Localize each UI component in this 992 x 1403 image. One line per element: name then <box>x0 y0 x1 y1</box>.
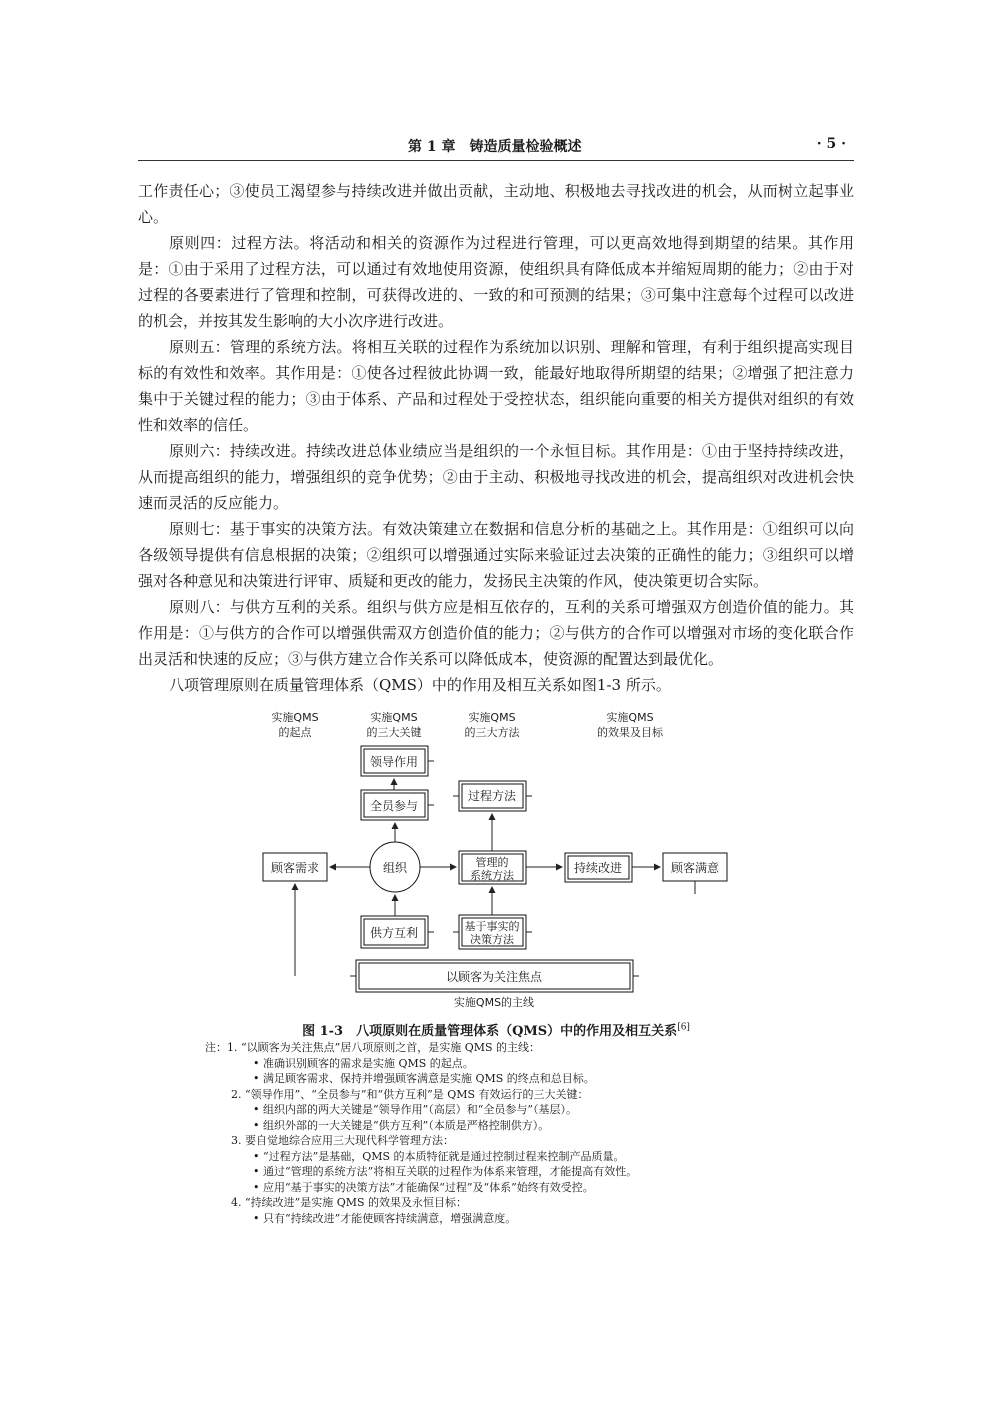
note-line: 注：1. “以顾客为关注焦点”居八项原则之首，是实施 QMS 的主线： <box>205 1041 541 1054</box>
supplier-box <box>361 916 428 948</box>
col-header-methods-2: 的三大方法 <box>464 726 520 739</box>
improvement-box <box>565 853 632 882</box>
paragraph: 原则八：与供方互利的关系。组织与供方应是相互依存的，互利的关系可增强双方创造价值的能力。其作用是：①与供方的合作可以增强供需双方创造价值的能力；②与供方的合作可以增强对市场的变化联合作出灵活和快速的反应；③与供方建立合作关系可以降低成本，使资源的配置达到最优化。 <box>138 598 854 668</box>
customer-focus-bar <box>356 960 633 992</box>
fact-decision-label-1: 基于事实的 <box>464 920 520 933</box>
paragraph: 原则七：基于事实的决策方法。有效决策建立在数据和信息分析的基础之上。其作用是：①组织可以向各级领导提供有信息根据的决策；②组织可以增强通过实际来验证过去决策的正确性的能力；③组织可以增强对各种意见和决策进行评审、质疑和更改的能力，发扬民主决策的作风，使决策更切合实际。 <box>138 520 854 590</box>
figure-caption-text: 图 1-3 八项原则在质量管理体系（QMS）中的作用及相互关系 <box>302 1024 678 1039</box>
note-line: • 应用“基于事实的决策方法”才能确保“过程”及“体系”始终有效受控。 <box>253 1180 594 1194</box>
involvement-label: 全员参与 <box>369 799 419 813</box>
customer-focus-label: 以顾客为关注焦点 <box>445 970 543 984</box>
customer-need-box <box>263 853 327 881</box>
paragraph: 原则六：持续改进。持续改进总体业绩应当是组织的一个永恒目标。其作用是：①由于坚持持续改进，从而提高组织的能力，增强组织的竞争优势；②由于主动、积极地寻找改进的机会，提高组织对改进机会快速而灵活的反应能力。 <box>138 442 854 512</box>
customer-need-label: 顾客需求 <box>270 861 320 875</box>
col-header-keys-2: 的三大关键 <box>366 726 422 739</box>
col-header-methods-1: 实施QMS <box>468 711 516 724</box>
qms-diagram <box>258 708 738 1012</box>
col-header-goals-1: 实施QMS <box>606 711 654 724</box>
system-method-label-1: 管理的 <box>475 856 509 869</box>
note-line: • 只有“持续改进”才能使顾客持续满意，增强满意度。 <box>253 1211 517 1225</box>
note-line: 2. “领导作用”、“全员参与”和“供方互利”是 QMS 有效运行的三大关键： <box>231 1087 589 1101</box>
note-line: • 满足顾客需求、保持并增强顾客满意是实施 QMS 的终点和总目标。 <box>253 1072 595 1085</box>
note-line: 4. “持续改进”是实施 QMS 的效果及永恒目标： <box>231 1196 468 1209</box>
col-header-start-2: 的起点 <box>278 726 312 739</box>
involvement-box <box>361 790 428 820</box>
fact-decision-box <box>459 915 526 949</box>
system-method-box <box>459 851 526 884</box>
leadership-box <box>361 746 428 776</box>
system-method-label-2: 系统方法 <box>470 869 514 882</box>
note-line: • 通过“管理的系统方法”将相互关联的过程作为体系来管理，才能提高有效性。 <box>253 1165 638 1178</box>
satisfaction-box <box>663 853 727 881</box>
note-line: 3. 要自觉地综合应用三大现代科学管理方法： <box>231 1134 454 1147</box>
improvement-label: 持续改进 <box>573 861 623 875</box>
fact-decision-label-2: 决策方法 <box>470 933 514 946</box>
note-line: • 组织外部的一大关键是“供方互利”（本质是严格控制供方）。 <box>253 1118 550 1132</box>
organization-circle <box>370 842 420 892</box>
paragraph: 原则四：过程方法。将活动和相关的资源作为过程进行管理，可以更高效地得到期望的结果。其作用是：①由于采用了过程方法，可以通过有效地使用资源，使组织具有降低成本并缩短周期的能力；②由于对过程的各要素进行了管理和控制，可获得改进的、一致的和可预测的结果；③可集中注意每个过程可以改进的机会，并按其发生影响的大小次序进行改进。 <box>138 234 854 330</box>
running-header <box>138 136 854 161</box>
paragraph: 工作责任心；③使员工渴望参与持续改进并做出贡献，主动地、积极地去寻找改进的机会，从而树立起事业心。 <box>138 182 854 226</box>
col-header-start-1: 实施QMS <box>271 711 319 724</box>
col-header-keys-1: 实施QMS <box>370 711 418 724</box>
process-label: 过程方法 <box>467 789 517 803</box>
col-header-goals-2: 的效果及目标 <box>597 726 663 739</box>
note-line: • 准确识别顾客的需求是实施 QMS 的起点。 <box>253 1056 474 1070</box>
figure-caption-ref: [6] <box>677 1022 690 1033</box>
paragraph: 八项管理原则在质量管理体系（QMS）中的作用及相互关系如图1-3 所示。 <box>169 676 671 694</box>
body-text <box>138 178 854 698</box>
organization-label: 组织 <box>382 861 408 875</box>
supplier-label: 供方互利 <box>369 926 419 940</box>
process-box <box>459 781 526 811</box>
note-line: • “过程方法”是基础，QMS 的本质特征就是通过控制过程来控制产品质量。 <box>253 1149 625 1163</box>
figure-caption <box>138 1020 854 1039</box>
chapter-title: 第 1 章 铸造质量检验概述 <box>408 139 582 155</box>
page-number: · 5 · <box>816 136 846 152</box>
paragraph: 原则五：管理的系统方法。将相互关联的过程作为系统加以识别、理解和管理，有利于组织提高实现目标的有效性和效率。其作用是：①使各过程彼此协调一致，能最好地取得所期望的结果；②增强了把注意力集中于关键过程的能力；③由于体系、产品和过程处于受控状态，组织能向重要的相关方提供对组织的有效性和效率的信任。 <box>138 338 854 434</box>
main-line-label: 实施QMS的主线 <box>453 996 535 1009</box>
leadership-label: 领导作用 <box>369 755 419 769</box>
note-line: • 组织内部的两大关键是“领导作用”（高层）和“全员参与”（基层）。 <box>253 1103 577 1116</box>
figure-notes <box>205 1040 765 1226</box>
satisfaction-label: 顾客满意 <box>670 861 720 875</box>
